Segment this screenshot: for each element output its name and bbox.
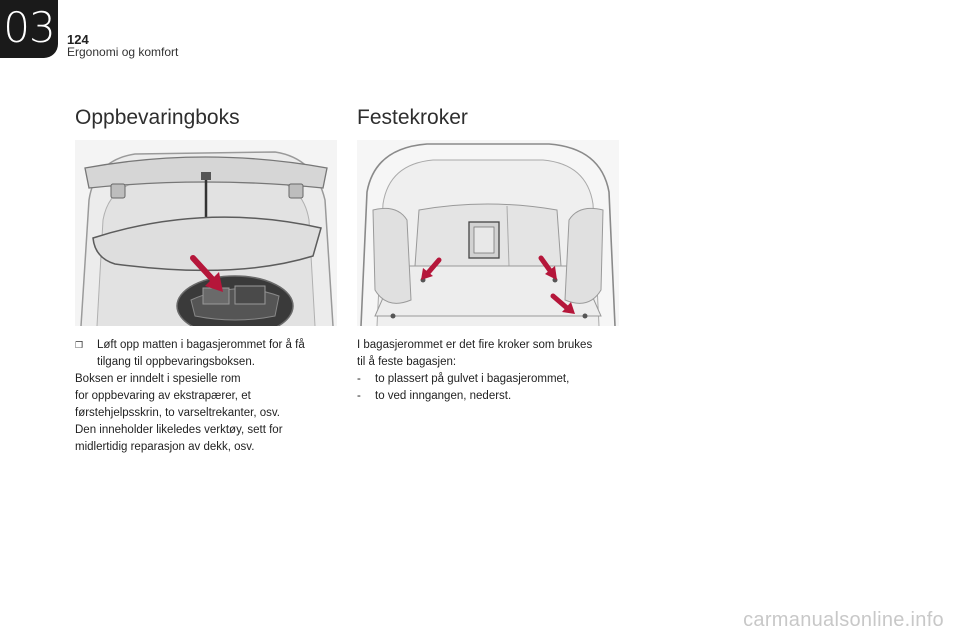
chapter-title: Ergonomi og komfort [67, 45, 179, 59]
instruction-text: Løft opp matten i bagasjerommet for å få tilgang til oppbevaringsboksen. [97, 339, 305, 368]
dash-bullet: - [357, 373, 361, 385]
hooks-figure [357, 140, 619, 326]
trunk-storage-box-illustration [75, 140, 337, 326]
hooks-text [357, 337, 627, 405]
page-number: 124 [67, 32, 89, 47]
storage-box-text [75, 337, 337, 456]
paragraph-line: førstehjelpsskrin, to varseltrekanter, osv. [75, 407, 280, 419]
list-item-text: to ved inngangen, nederst. [375, 390, 512, 402]
section-title-storage-box: Oppbevaringboks [75, 106, 240, 129]
section-title-hooks: Festekroker [357, 106, 468, 129]
trunk-hooks-illustration [357, 140, 619, 326]
intro-line: I bagasjerommet er det fire kroker som brukes [357, 339, 593, 351]
paragraph-line: Den inneholder likeledes verktøy, sett for [75, 424, 283, 436]
chapter-number: 03 [3, 3, 55, 52]
watermark: carmanualsonline.info [743, 609, 944, 631]
intro-line: til å feste bagasjen: [357, 356, 457, 368]
instruction-item [75, 337, 337, 371]
chapter-badge [0, 0, 58, 58]
paragraph-line: for oppbevaring av ekstrapærer, et [75, 390, 251, 402]
paragraph-line: midlertidig reparasjon av dekk, osv. [75, 441, 255, 453]
paragraph-line: Boksen er inndelt i spesielle rom [75, 373, 241, 385]
dash-bullet: - [357, 390, 361, 402]
storage-box-figure [75, 140, 337, 326]
list-item [357, 371, 627, 388]
list-item [357, 388, 627, 405]
list-item-text: to plassert på gulvet i bagasjerommet, [375, 373, 570, 385]
checkbox-bullet-icon: ❒ [75, 340, 84, 350]
